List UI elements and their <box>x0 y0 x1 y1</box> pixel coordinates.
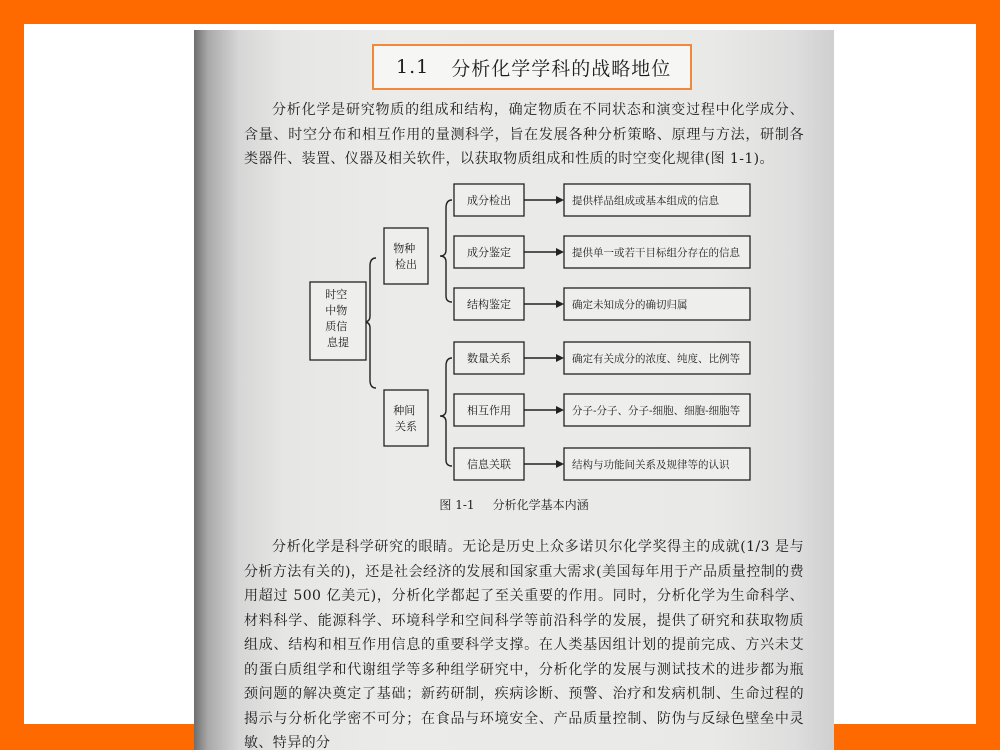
node-label-6: 信息关联 <box>467 458 511 471</box>
desc-text-6: 结构与功能间关系及规律等的认识 <box>572 459 730 471</box>
group2-node <box>384 390 428 446</box>
group2-line-2: 关系 <box>395 420 417 433</box>
desc-text-2: 提供单一或若干目标组分存在的信息 <box>572 247 740 259</box>
body-paragraph: 分析化学是科学研究的眼睛。无论是历史上众多诺贝尔化学奖得主的成就(1/3 是与分析方法有关的)，还是社会经济的发展和国家重大需求(美国每年用于产品质量控制的费用超过 500 亿美元)，分析化学都起了至关重要的作用。同时，分析化学为生命科学、材料科学、能源科学、环境科学和空间科学等前沿科学的发展，提供了研究和获取物质组成、结构和相互作用信息的重要科学支撑。在人类基因组计划的提前完成、方兴未艾的蛋白质组学和代谢组学等多种组学研究中，分析化学的发展与测试技术的进步都为瓶颈问题的解决奠定了基础；新药研制，疾病诊断、预警、治疗和发病机制、生命过程的揭示与分析化学密不可分；在食品与环境安全、产品质量控制、防伪与反绿色壁垒中灵敏、特异的分 <box>244 539 804 750</box>
book-page <box>194 30 834 750</box>
node-label-5: 相互作用 <box>467 404 511 417</box>
group1-brace <box>440 200 452 302</box>
intro-paragraph: 分析化学是研究物质的组成和结构，确定物质在不同状态和演变过程中化学成分、含量、时空分布和相互作用的量测科学，旨在发展各种分析策略、原理与方法，研制各类器件、装置、仪器及相关软件，以获取物质组成和性质的时空变化规律(图 1-1)。 <box>244 102 804 167</box>
node-label-1: 成分检出 <box>467 194 511 207</box>
section-heading <box>372 44 692 90</box>
group1-node <box>384 228 428 284</box>
section-title: 分析化学学科的战略地位 <box>451 57 672 80</box>
figure-caption <box>194 496 834 513</box>
desc-text-1: 提供样品组成或基本组成的信息 <box>572 195 719 207</box>
concept-diagram <box>194 170 834 495</box>
root-line-4: 息提 <box>327 336 349 349</box>
figure-number: 图 1-1 <box>439 498 475 512</box>
group1-line-1: 物种 <box>393 242 416 255</box>
node-label-2: 成分鉴定 <box>467 246 511 259</box>
node-label-3: 结构鉴定 <box>467 298 511 311</box>
figure-title: 分析化学基本内涵 <box>492 498 589 512</box>
root-line-3: 质信 <box>325 320 348 333</box>
group2-brace <box>440 358 452 466</box>
desc-text-3: 确定未知成分的确切归属 <box>572 299 688 311</box>
group1-line-2: 检出 <box>395 258 417 271</box>
node-label-4: 数量关系 <box>467 352 511 365</box>
group2-line-1: 种间 <box>393 404 416 417</box>
desc-text-4: 确定有关成分的浓度、纯度、比例等 <box>572 353 740 365</box>
desc-text-5: 分子-分子、分子-细胞、细胞-细胞等 <box>572 405 741 417</box>
root-line-2: 中物 <box>325 304 348 317</box>
section-number: 1.1 <box>396 56 430 78</box>
root-line-1: 时空 <box>325 288 348 301</box>
